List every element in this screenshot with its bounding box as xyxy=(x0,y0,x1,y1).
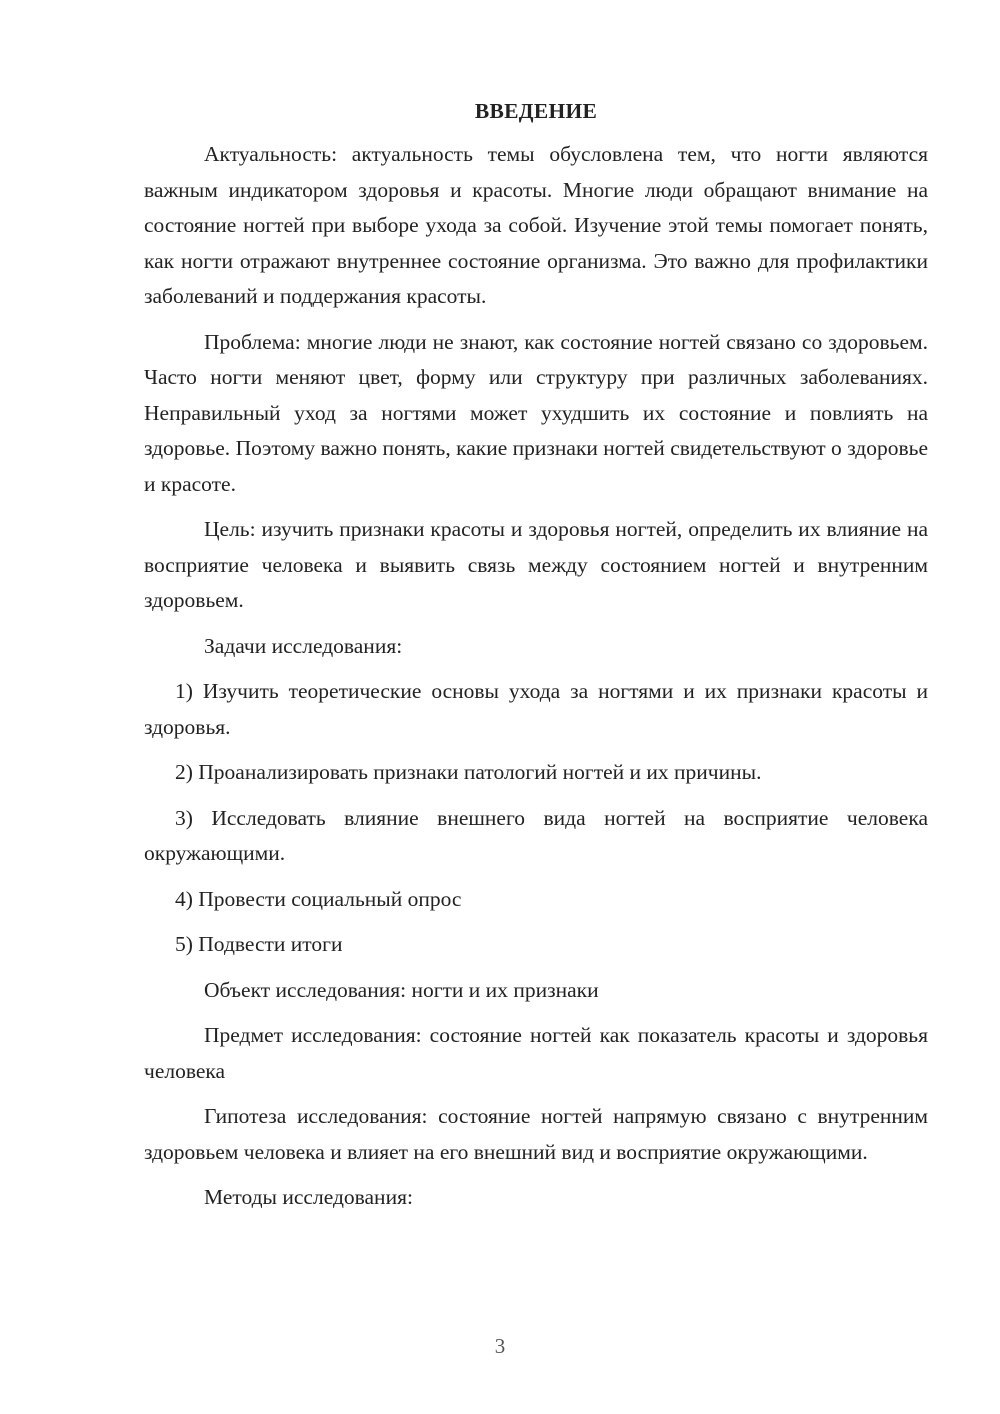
goal-paragraph: Цель: изучить признаки красоты и здоровья ногтей, определить их влияние на восприятие человека и выявить связь между состоянием ногтей и внутренним здоровьем. xyxy=(144,517,928,612)
object-paragraph: Объект исследования: ногти и их признаки xyxy=(204,977,599,1002)
section-heading: ВВЕДЕНИЕ xyxy=(474,99,598,123)
page-number: 3 xyxy=(494,1334,506,1358)
task-item-3: 3) Исследовать влияние внешнего вида ногтей на восприятие человека окружающими. xyxy=(144,805,928,865)
tasks-title: Задачи исследования: xyxy=(204,633,403,658)
task-item-1: 1) Изучить теоретические основы ухода за ногтями и их признаки красоты и здоровья. xyxy=(144,679,928,739)
task-item-4: 4) Провести социальный опрос xyxy=(175,886,462,911)
problem-paragraph: Проблема: многие люди не знают, как состояние ногтей связано со здоровьем. Часто ногти меняют цвет, форму или структуру при различных заболеваниях. Неправильный уход за ногтями может ухудшить их состояние и повлиять на здоровье. Поэтому важно понять, какие признаки ногтей свидетельствуют о здоровье и красоте. xyxy=(144,329,928,496)
subject-paragraph: Предмет исследования: состояние ногтей как показатель красоты и здоровья человека xyxy=(144,1023,928,1083)
hypothesis-paragraph: Гипотеза исследования: состояние ногтей напрямую связано с внутренним здоровьем человека и влияет на его внешний вид и восприятие окружающими. xyxy=(144,1104,928,1164)
task-item-5: 5) Подвести итоги xyxy=(175,932,343,956)
document-body xyxy=(144,95,928,1226)
task-item-2: 2) Проанализировать признаки патологий ногтей и их причины. xyxy=(175,760,762,784)
relevance-paragraph: Актуальность: актуальность темы обусловлена тем, что ногти являются важным индикатором здоровья и красоты. Многие люди обращают внимание на состояние ногтей при выборе ухода за собой. Изучение этой темы помогает понять, как ногти отражают внутреннее состояние организма. Это важно для профилактики заболеваний и поддержания красоты. xyxy=(144,142,928,308)
methods-title: Методы исследования: xyxy=(204,1185,413,1209)
